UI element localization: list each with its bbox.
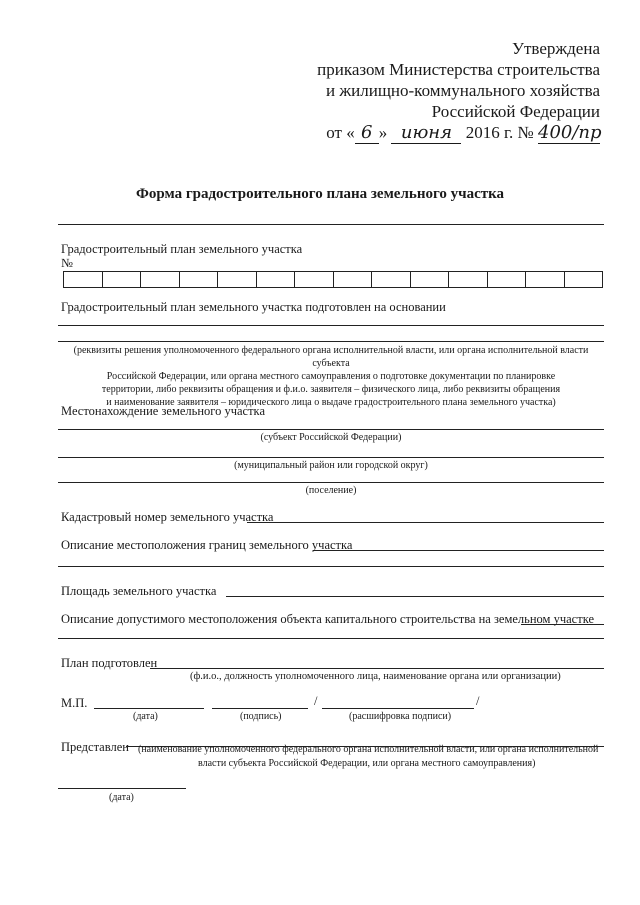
number-cell[interactable] <box>180 272 219 287</box>
number-cell[interactable] <box>526 272 565 287</box>
basis-note <box>58 344 604 409</box>
number-cell[interactable] <box>411 272 450 287</box>
settlement-field[interactable] <box>58 482 604 483</box>
approval-date-line <box>317 122 600 144</box>
approval-line-4: Российской Федерации <box>431 102 600 121</box>
number-cell[interactable] <box>103 272 142 287</box>
boundaries-field-1[interactable] <box>313 550 604 551</box>
district-caption: (муниципальный район или городской округ) <box>234 460 428 471</box>
signature-decode-caption: (расшифровка подписи) <box>349 711 452 722</box>
plan-number-grid[interactable] <box>63 271 603 288</box>
prepared-label: План подготовлен <box>61 656 158 670</box>
order-number: 400/пр <box>538 122 602 143</box>
cadastral-label: Кадастровый номер земельного участка <box>61 510 274 524</box>
presented-caption-line-1: (наименование уполномоченного федерального органа исполнительной власти, или органа исполнительной <box>138 744 599 755</box>
number-cell[interactable] <box>488 272 527 287</box>
number-cell[interactable] <box>64 272 103 287</box>
basis-field-2[interactable] <box>58 341 604 342</box>
presented-date-caption: (дата) <box>109 792 134 803</box>
basis-field-1[interactable] <box>58 325 604 326</box>
date-prefix: от « <box>326 123 355 142</box>
basis-note-line-1: (реквизиты решения уполномоченного федерального органа исполнительной власти, или органа исполнительной власти субъекта <box>73 345 589 369</box>
prepared-caption: (ф.и.о., должность уполномоченного лица, наименование органа или организации) <box>190 671 561 682</box>
signature-slash-2: / <box>476 694 480 708</box>
number-cell[interactable] <box>334 272 373 287</box>
signature-slash-1: / <box>314 694 318 708</box>
area-label: Площадь земельного участка <box>61 584 217 598</box>
number-cell[interactable] <box>449 272 488 287</box>
presented-label: Представлен <box>61 740 129 754</box>
area-field[interactable] <box>226 596 604 597</box>
basis-note-line-4: и наименование заявителя – юридического лица о выдаче градостроительного плана земельного участка) <box>106 397 556 408</box>
district-field[interactable] <box>58 457 604 458</box>
number-cell[interactable] <box>141 272 180 287</box>
signature-sign-field[interactable] <box>212 708 308 709</box>
date-month: июня <box>391 122 461 144</box>
cadastral-field[interactable] <box>247 522 604 523</box>
approval-line-1: Утверждена <box>511 39 600 58</box>
presented-date-field[interactable] <box>58 788 186 789</box>
allowed-location-field-2[interactable] <box>58 638 604 639</box>
number-cell[interactable] <box>565 272 603 287</box>
plan-number-label: Градостроительный план земельного участка <box>61 242 303 256</box>
boundaries-label: Описание местоположения границ земельного участка <box>61 538 353 552</box>
basis-note-line-2: Российской Федерации, или органа местного самоуправления о подготовке документации по планировке <box>106 371 556 382</box>
approval-line-2: приказом Министерства строительства <box>317 60 600 79</box>
title-underline <box>58 224 604 225</box>
subject-caption: (субъект Российской Федерации) <box>260 432 402 443</box>
signature-date-field[interactable] <box>94 708 204 709</box>
signature-sign-caption: (подпись) <box>240 711 282 722</box>
subject-field[interactable] <box>58 429 604 430</box>
signature-decode-field[interactable] <box>322 708 474 709</box>
number-sign: № <box>61 256 73 270</box>
date-day: 6 <box>355 122 379 144</box>
form-title: Форма градостроительного плана земельного участка <box>135 186 505 202</box>
basis-note-line-3: территории, либо реквизиты обращения и ф.и.о. заявителя – физического лица, либо реквизиты обращения <box>101 384 561 395</box>
prepared-field[interactable] <box>150 668 604 669</box>
date-sep: » <box>378 123 388 142</box>
number-cell[interactable] <box>257 272 296 287</box>
date-year: 2016 г. № <box>465 123 534 142</box>
signature-date-caption: (дата) <box>133 711 158 722</box>
number-cell[interactable] <box>218 272 257 287</box>
basis-label: Градостроительный план земельного участка подготовлен на основании <box>61 300 446 314</box>
location-label: Местонахождение земельного участка <box>61 404 265 418</box>
boundaries-field-2[interactable] <box>58 566 604 567</box>
allowed-location-field-1[interactable] <box>521 624 604 625</box>
number-cell[interactable] <box>372 272 411 287</box>
settlement-caption: (поселение) <box>305 485 357 496</box>
approval-line-3: и жилищно-коммунального хозяйства <box>326 81 600 100</box>
mp-label: М.П. <box>61 696 88 710</box>
allowed-location-label: Описание допустимого местоположения объекта капитального строительства на земельном участке <box>61 612 595 626</box>
presented-caption-line-2: власти субъекта Российской Федерации, или органа местного самоуправления) <box>198 758 536 769</box>
approval-block <box>317 38 600 144</box>
number-cell[interactable] <box>295 272 334 287</box>
